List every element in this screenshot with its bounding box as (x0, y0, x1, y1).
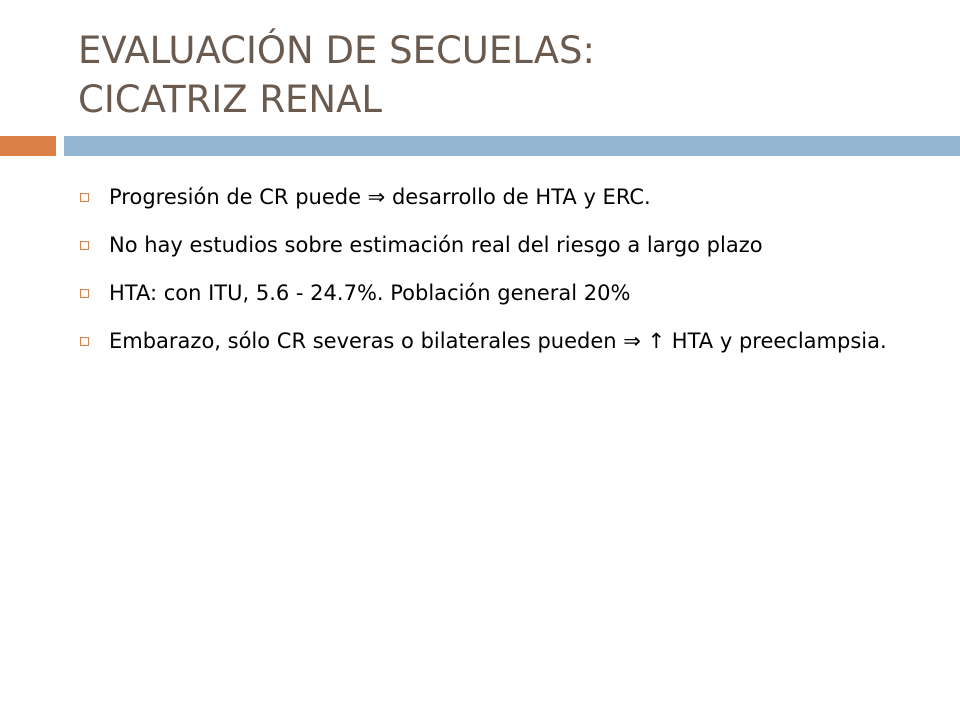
square-bullet-icon (80, 337, 89, 346)
bullet-text: Embarazo, sólo CR severas o bilaterales pueden ⇒ ↑ HTA y preeclampsia. (109, 329, 887, 353)
title-line-1: EVALUACIÓN DE SECUELAS: (78, 29, 595, 72)
bullet-text: HTA: con ITU, 5.6 - 24.7%. Población general 20% (109, 281, 631, 305)
bullet-item (78, 226, 928, 265)
title-divider-bar (64, 136, 960, 156)
bullet-list (78, 178, 928, 370)
square-bullet-icon (80, 193, 89, 202)
slide-title (78, 26, 938, 124)
title-accent-bar (0, 136, 56, 156)
bullet-item (78, 178, 928, 217)
title-line-2: CICATRIZ RENAL (78, 78, 383, 121)
bullet-text: No hay estudios sobre estimación real del riesgo a largo plazo (109, 233, 763, 257)
bullet-text: Progresión de CR puede ⇒ desarrollo de HTA y ERC. (109, 185, 651, 209)
square-bullet-icon (80, 289, 89, 298)
bullet-item (78, 322, 928, 361)
square-bullet-icon (80, 241, 89, 250)
bullet-item (78, 274, 928, 313)
